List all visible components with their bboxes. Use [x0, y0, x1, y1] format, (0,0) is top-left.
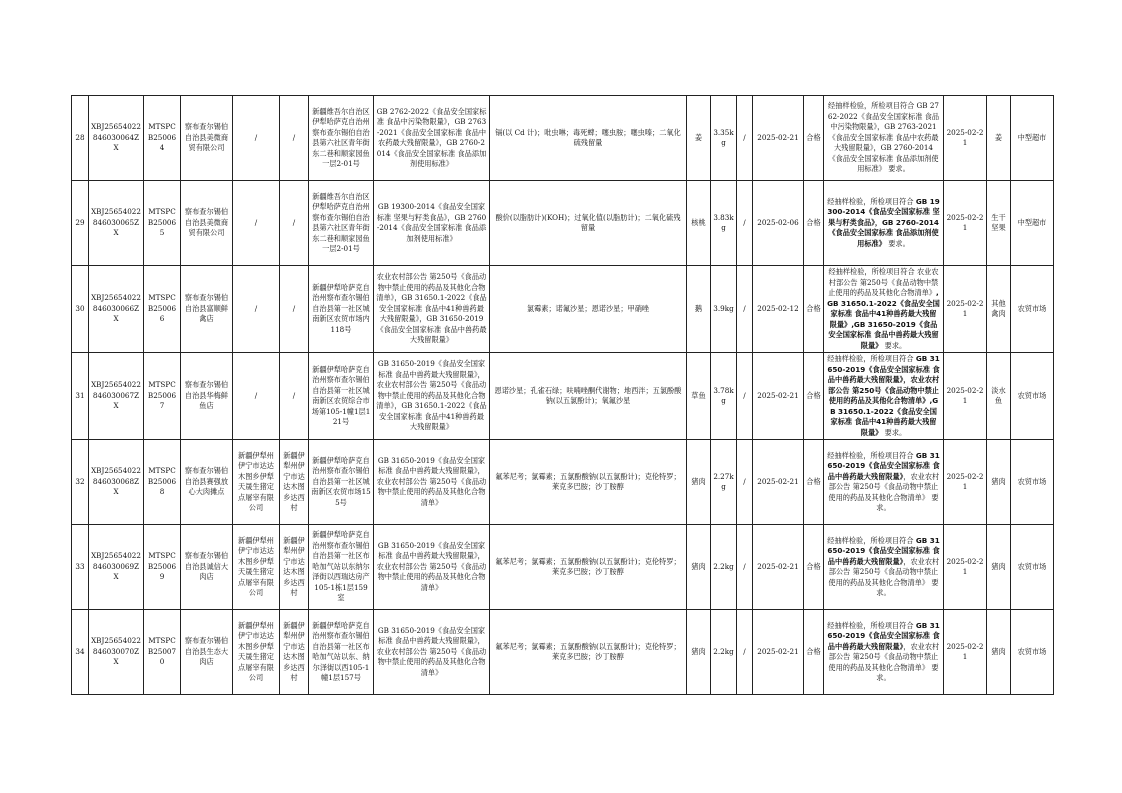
sample-spec: / [737, 440, 753, 525]
conclusion [824, 353, 944, 440]
conclusion [824, 266, 944, 353]
sampling-place: 农贸市场 [1011, 266, 1054, 353]
row-number: 31 [72, 353, 89, 440]
sample-quantity: 3.9kg [711, 266, 737, 353]
inspection-results-table [71, 95, 1054, 695]
conclusion-end: 要求。 [884, 340, 907, 350]
report-date: 2025-02-21 [944, 96, 987, 181]
seller-address: 新疆维吾尔自治区伊犁哈萨克自治州察布查尔锡伯自治县第六社区青年街东二巷和顺家园鱼一层2-01号 [309, 96, 374, 181]
report-date: 2025-02-21 [944, 610, 987, 695]
table-row [72, 353, 1054, 440]
conclusion-text: 经抽样检验，所检项目符合 [827, 535, 914, 545]
sample-id: XBJ25654022846030065ZX [89, 181, 144, 266]
conclusion-end: 要求。 [888, 238, 910, 248]
producer-name: / [233, 266, 280, 353]
conclusion-standard: ,GB 31650.1-2022《食品安全国家标准 食品中41种兽药最大残留限量》,GB 31650-2019《食品安全国家标准 食品中兽药最大残留限量》 [827, 288, 940, 350]
table-row [72, 266, 1054, 353]
food-category: 姜 [987, 96, 1011, 181]
seller-address: 新疆伊犁哈萨克自治州察布查尔锡伯自治县第一社区城南新区农贸综合市场第105-1幢1层121号 [309, 353, 374, 440]
sample-name: 猪肉 [687, 440, 711, 525]
food-category: 其他禽肉 [987, 266, 1011, 353]
conclusion [824, 440, 944, 525]
seller-name: 察布查尔锡伯自治县诚信大肉店 [181, 525, 233, 610]
sample-name: 核桃 [687, 181, 711, 266]
table-row [72, 610, 1054, 695]
seller-address: 新疆伊犁哈萨克自治州察布查尔锡伯自治县第一社区布哈加气站以东纳尔泽街以西瑞达房产105-1栋1层159室 [309, 525, 374, 610]
sampling-date: 2025-02-06 [753, 181, 804, 266]
food-category: 生干坚果 [987, 181, 1011, 266]
task-id: MTSPCB250068 [144, 440, 181, 525]
conclusion [824, 525, 944, 610]
conclusion-text: 经抽样检验，所检项目符合 [827, 196, 914, 206]
conclusion-end: 要求。 [884, 427, 907, 437]
producer-address: 新疆伊犁州伊宁市达达木图乡达西村 [280, 610, 309, 695]
report-date: 2025-02-21 [944, 525, 987, 610]
conclusion-end: 要求。 [876, 492, 939, 512]
sample-name: 草鱼 [687, 353, 711, 440]
sample-quantity: 2.2kg [711, 525, 737, 610]
seller-address: 新疆伊犁哈萨克自治州察布查尔锡伯自治县第一社区城南新区农贸市场内118号 [309, 266, 374, 353]
seller-address: 新疆伊犁哈萨克自治州察布查尔锡伯自治县第一社区城南新区农贸市场155号 [309, 440, 374, 525]
sampling-date: 2025-02-21 [753, 440, 804, 525]
sample-name: 鹅 [687, 266, 711, 353]
sample-name: 猪肉 [687, 610, 711, 695]
test-result: 合格 [804, 353, 824, 440]
task-id: MTSPCB250070 [144, 610, 181, 695]
task-id: MTSPCB250065 [144, 181, 181, 266]
sample-quantity: 3.83kg [711, 181, 737, 266]
standard-basis: GB 31650-2019《食品安全国家标准 食品中兽药最大残留限量》，农业农村部公告 第250号《食品动物中禁止使用的药品及其他化合物清单》 [374, 610, 490, 695]
sample-quantity: 3.78kg [711, 353, 737, 440]
test-result: 合格 [804, 96, 824, 181]
standard-basis: 农业农村部公告 第250号《食品动物中禁止使用的药品及其他化合物清单》，GB 31650.1-2022《食品安全国家标准 食品中41种兽药最大残留限量》，GB 31650-2019《食品安全国家标准 食品中兽药最大残留限量》 [374, 266, 490, 353]
standard-basis: GB 2762-2022《食品安全国家标准 食品中污染物限量》，GB 2763-2021《食品安全国家标准 食品中农药最大残留限量》，GB 2760-2014《食品安全国家标准 食品添加剂使用标准》 [374, 96, 490, 181]
standard-basis: GB 31650-2019《食品安全国家标准 食品中兽药最大残留限量》，农业农村部公告 第250号《食品动物中禁止使用的药品及其他化合物清单》 [374, 525, 490, 610]
row-number: 28 [72, 96, 89, 181]
producer-name: / [233, 353, 280, 440]
sample-spec: / [737, 266, 753, 353]
table-body [72, 96, 1054, 695]
sample-spec: / [737, 610, 753, 695]
table-row [72, 96, 1054, 181]
seller-name: 察布查尔锡伯自治县美微商贸有限公司 [181, 181, 233, 266]
test-items: 恩诺沙星；孔雀石绿；呋喃唑酮代谢物；地西泮；五氯酚酸钠(以五氯酚计)；氧氟沙星 [490, 353, 687, 440]
test-result: 合格 [804, 525, 824, 610]
test-items: 氟苯尼考；氯霉素；五氯酚酸钠(以五氯酚计)；克伦特罗；莱克多巴胺；沙丁胺醇 [490, 440, 687, 525]
conclusion-end: 要求。 [876, 577, 939, 597]
task-id: MTSPCB250064 [144, 96, 181, 181]
conclusion-text: 经抽样检验，所检项目符合 [827, 620, 914, 630]
sample-spec: / [737, 525, 753, 610]
seller-name: 察布查尔锡伯自治县华梅鲜鱼店 [181, 353, 233, 440]
sampling-date: 2025-02-21 [753, 610, 804, 695]
task-id: MTSPCB250067 [144, 353, 181, 440]
task-id: MTSPCB250066 [144, 266, 181, 353]
sampling-place: 农贸市场 [1011, 440, 1054, 525]
standard-basis: GB 31650-2019《食品安全国家标准 食品中兽药最大残留限量》，农业农村部公告 第250号《食品动物中禁止使用的药品及其他化合物清单》，GB 31650.1-2022《食品安全国家标准 食品中41种兽药最大残留限量》 [374, 353, 490, 440]
sample-spec: / [737, 353, 753, 440]
report-date: 2025-02-21 [944, 181, 987, 266]
conclusion-text: 经抽样检验，所检项目符合 [827, 450, 914, 460]
sampling-place: 农贸市场 [1011, 525, 1054, 610]
conclusion-notice: ，农业农村部公告 第250号《食品动物中禁止使用的药品及其他化合物清单》 [828, 641, 940, 672]
sample-spec: / [737, 181, 753, 266]
standard-basis: GB 31650-2019《食品安全国家标准 食品中兽药最大残留限量》，农业农村部公告 第250号《食品动物中禁止使用的药品及其他化合物清单》 [374, 440, 490, 525]
sample-id: XBJ25654022846030069ZX [89, 525, 144, 610]
sampling-date: 2025-02-21 [753, 353, 804, 440]
table-row [72, 525, 1054, 610]
test-result: 合格 [804, 266, 824, 353]
seller-address: 新疆伊犁哈萨克自治州察布查尔锡伯自治县第一社区布哈加气站以东、纳尔泽街以西105-1幢1层157号 [309, 610, 374, 695]
test-items: 酸价(以脂肪计)(KOH)；过氧化值(以脂肪计)；二氧化硫残留量 [490, 181, 687, 266]
test-items: 氟苯尼考；氯霉素；五氯酚酸钠(以五氯酚计)；克伦特罗；莱克多巴胺；沙丁胺醇 [490, 610, 687, 695]
conclusion-standard: GB 19300-2014《食品安全国家标准 坚果与籽类食品》，GB 2760-2014《食品安全国家标准 食品添加剂使用标准》 [827, 196, 940, 248]
table-row [72, 181, 1054, 266]
producer-name: / [233, 181, 280, 266]
producer-name: 新疆伊犁州伊宁市达达木图乡伊犁天晟生猪定点屠宰有限公司 [233, 440, 280, 525]
sample-quantity: 2.27kg [711, 440, 737, 525]
standard-basis: GB 19300-2014《食品安全国家标准 坚果与籽类食品》，GB 2760-2014《食品安全国家标准 食品添加剂使用标准》 [374, 181, 490, 266]
conclusion-notice: ，农业农村部公告 第250号《食品动物中禁止使用的药品及其他化合物清单》 [828, 556, 940, 587]
sampling-place: 中型超市 [1011, 96, 1054, 181]
row-number: 32 [72, 440, 89, 525]
conclusion [824, 610, 944, 695]
sampling-place: 中型超市 [1011, 181, 1054, 266]
producer-address: / [280, 96, 309, 181]
sample-id: XBJ25654022846030070ZX [89, 610, 144, 695]
sampling-place: 农贸市场 [1011, 353, 1054, 440]
food-category: 猪肉 [987, 525, 1011, 610]
conclusion: 经抽样检验，所检项目符合 GB 2762-2022《食品安全国家标准 食品中污染物限量》，GB 2763-2021《食品安全国家标准 食品中农药最大残留限量》，GB 2760-2014《食品安全国家标准 食品添加剂使用标准》 要求。 [824, 96, 944, 181]
report-date: 2025-02-21 [944, 266, 987, 353]
row-number: 34 [72, 610, 89, 695]
sample-id: XBJ25654022846030067ZX [89, 353, 144, 440]
row-number: 29 [72, 181, 89, 266]
sample-name: 姜 [687, 96, 711, 181]
report-date: 2025-02-21 [944, 353, 987, 440]
test-items: 镉(以 Cd 计)；吡虫啉；毒死蜱；噻虫胺；噻虫嗪；二氧化硫残留量 [490, 96, 687, 181]
test-items: 氯霉素；诺氟沙星；恩诺沙星；甲硝唑 [490, 266, 687, 353]
seller-address: 新疆维吾尔自治区伊犁哈萨克自治州察布查尔锡伯自治县第六社区青年街东二巷和顺家园鱼一层2-01号 [309, 181, 374, 266]
sample-quantity: 2.2kg [711, 610, 737, 695]
producer-address: 新疆伊犁州伊宁市达达木图乡达西村 [280, 525, 309, 610]
sample-name: 猪肉 [687, 525, 711, 610]
sample-spec: / [737, 96, 753, 181]
test-result: 合格 [804, 181, 824, 266]
food-category: 猪肉 [987, 610, 1011, 695]
conclusion-standard: GB 31650-2019《食品安全国家标准 食品中兽药最大残留限量》 [827, 450, 940, 481]
sampling-place: 农贸市场 [1011, 610, 1054, 695]
test-items: 氟苯尼考；氯霉素；五氯酚酸钠(以五氯酚计)；克伦特罗；莱克多巴胺；沙丁胺醇 [490, 525, 687, 610]
producer-address: / [280, 266, 309, 353]
producer-address: / [280, 181, 309, 266]
producer-address: / [280, 353, 309, 440]
seller-name: 察布查尔锡伯自治县美微商贸有限公司 [181, 96, 233, 181]
sampling-date: 2025-02-21 [753, 96, 804, 181]
food-category: 淡水鱼 [987, 353, 1011, 440]
seller-name: 察布查尔锡伯自治县富顺鲜禽店 [181, 266, 233, 353]
conclusion-standard: GB 31650-2019《食品安全国家标准 食品中兽药最大残留限量》，农业农村部公告 第250号《食品动物中禁止使用的药品及其他化合物清单》,GB 31650.1-2022《食品安全国家标准 食品中41种兽药最大残留限量》 [827, 354, 940, 437]
sample-id: XBJ25654022846030064ZX [89, 96, 144, 181]
sample-quantity: 3.35kg [711, 96, 737, 181]
food-category: 猪肉 [987, 440, 1011, 525]
conclusion-notice: ，农业农村部公告 第250号《食品动物中禁止使用的药品及其他化合物清单》 [828, 471, 940, 502]
conclusion-text: 经抽样检验，所检项目符合 农业农村部公告 第250号《食品动物中禁止使用的药品及其他化合物清单》 [828, 267, 939, 297]
producer-name: 新疆伊犁州伊宁市达达木图乡伊犁天晟生猪定点屠宰有限公司 [233, 610, 280, 695]
test-result: 合格 [804, 610, 824, 695]
seller-name: 察布查尔锡伯自治县赛强放心大肉摊点 [181, 440, 233, 525]
sample-id: XBJ25654022846030068ZX [89, 440, 144, 525]
producer-address: 新疆伊犁州伊宁市达达木图乡达西村 [280, 440, 309, 525]
sampling-date: 2025-02-12 [753, 266, 804, 353]
row-number: 33 [72, 525, 89, 610]
producer-name: / [233, 96, 280, 181]
conclusion [824, 181, 944, 266]
producer-name: 新疆伊犁州伊宁市达达木图乡伊犁天晟生猪定点屠宰有限公司 [233, 525, 280, 610]
row-number: 30 [72, 266, 89, 353]
conclusion-text: 经抽样检验，所检项目符合 [827, 354, 914, 363]
seller-name: 察布查尔锡伯自治县生态大肉店 [181, 610, 233, 695]
sample-id: XBJ25654022846030066ZX [89, 266, 144, 353]
table-row [72, 440, 1054, 525]
test-result: 合格 [804, 440, 824, 525]
conclusion-standard: GB 31650-2019《食品安全国家标准 食品中兽药最大残留限量》 [827, 535, 940, 566]
conclusion-standard: GB 31650-2019《食品安全国家标准 食品中兽药最大残留限量》 [827, 620, 940, 651]
task-id: MTSPCB250069 [144, 525, 181, 610]
report-date: 2025-02-21 [944, 440, 987, 525]
conclusion-end: 要求。 [876, 662, 939, 682]
sampling-date: 2025-02-21 [753, 525, 804, 610]
